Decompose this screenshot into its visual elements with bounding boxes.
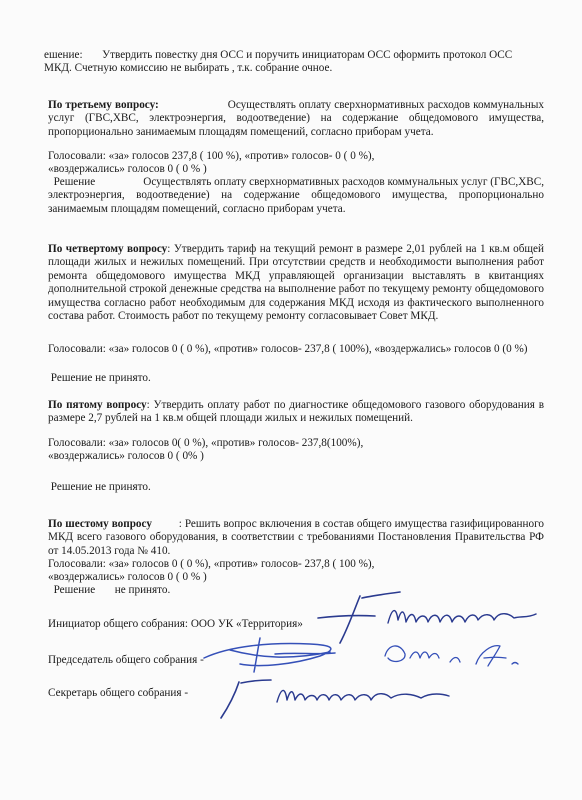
- chairman-label: Председатель общего собрания -: [48, 654, 204, 666]
- decision-4: Решение не принято.: [50, 372, 151, 384]
- question-5-paragraph: По пятому вопросу: Утвердить оплату работ по диагностике общедомового газового оборудования в размере 2,7 рублей на 1 кв.м общей площади жилых и нежилых помещений.: [48, 399, 544, 425]
- decision-3-paragraph: Решение Осуществлять оплату сверхнормативных расходов коммунальных услуг (ГВС,ХВС, электроэнергия, водоотведение) на содержание общедомового имущества, пропорционально занимаемым площадям помещений, согласно приборам учета.: [48, 176, 545, 215]
- votes-6-line-2: «воздержались» голосов 0 ( 0 % ): [48, 571, 207, 583]
- votes-5-line-2: «воздержались» голосов 0 ( 0% ): [48, 450, 204, 462]
- question-4-heading: По четвертому вопросу: [48, 243, 168, 255]
- votes-5-line-1: Голосовали: «за» голосов 0( 0 %), «против» голосов- 237,8(100%),: [48, 437, 364, 449]
- votes-3-line-2: «воздержались» голосов 0 ( 0 % ): [48, 163, 207, 175]
- secretary-signature: [205, 672, 475, 720]
- question-3-paragraph: По третьему вопросу: Осуществлять оплату сверхнормативных расходов коммунальных услуг (ГВС,ХВС, электроэнергия, водоотведение) на содержание общедомового имущества, пропорционально занимаемым площадям помещений, согласно приборам учета.: [48, 99, 544, 138]
- question-3-heading: По третьему вопросу:: [48, 99, 159, 111]
- secretary-label: Секретарь общего собрания -: [48, 687, 189, 699]
- votes-4-paragraph: Голосовали: «за» голосов 0 ( 0 %), «против» голосов- 237,8 ( 100%), «воздержались» голосов 0 (0 %): [48, 343, 528, 355]
- decision-5: Решение не принято.: [50, 481, 151, 493]
- question-6-heading: По шестому вопросу: [48, 518, 152, 530]
- votes-3-line-1: Голосовали: «за» голосов 237,8 ( 100 %), «против» голосов- 0 ( 0 %),: [48, 150, 375, 162]
- question-4-paragraph: По четвертому вопросу: Утвердить тариф на текущий ремонт в размере 2,01 рублей на 1 кв.м общей площади жилых и нежилых помещений. При отсутствии средств и необходимости выполнения работ ремонта общедомового имущества МКД управляющей организации выставлять в квитанциях дополнительной строкой денежные средства на выполнение работ по текущему ремонту общедомового имущества согласно работ необходимым для содержания МКД исходя из фактического выполненного состава работ. Стоимость работ по текущему ремонту согласовывает Совет МКД.: [48, 243, 544, 323]
- initiator-label: Инициатор общего собрания: ООО УК «Территория»: [48, 618, 303, 630]
- votes-6-line-1: Голосовали: «за» голосов 0 ( 0 %), «против» голосов- 237,8 ( 100 %),: [48, 558, 375, 570]
- question-5-heading: По пятому вопросу: [48, 399, 147, 411]
- decision-6: Решение не принято.: [53, 584, 171, 596]
- decision-2-line-1: ешение: Утвердить повестку дня ОСС и поручить инициаторам ОСС оформить протокол ОСС: [44, 49, 513, 61]
- decision-2-line-2: МКД. Счетную комиссию не выбирать , т.к. собрание очное.: [44, 62, 333, 74]
- chairman-signature: [200, 628, 530, 676]
- question-6-paragraph: По шестому вопросу : Решить вопрос включения в состав общего имущества газифицированного МКД всего газового оборудования, в соответствии с требованиями Постановления Правительства РФ от 14.05.2013 года № 410.: [48, 518, 545, 557]
